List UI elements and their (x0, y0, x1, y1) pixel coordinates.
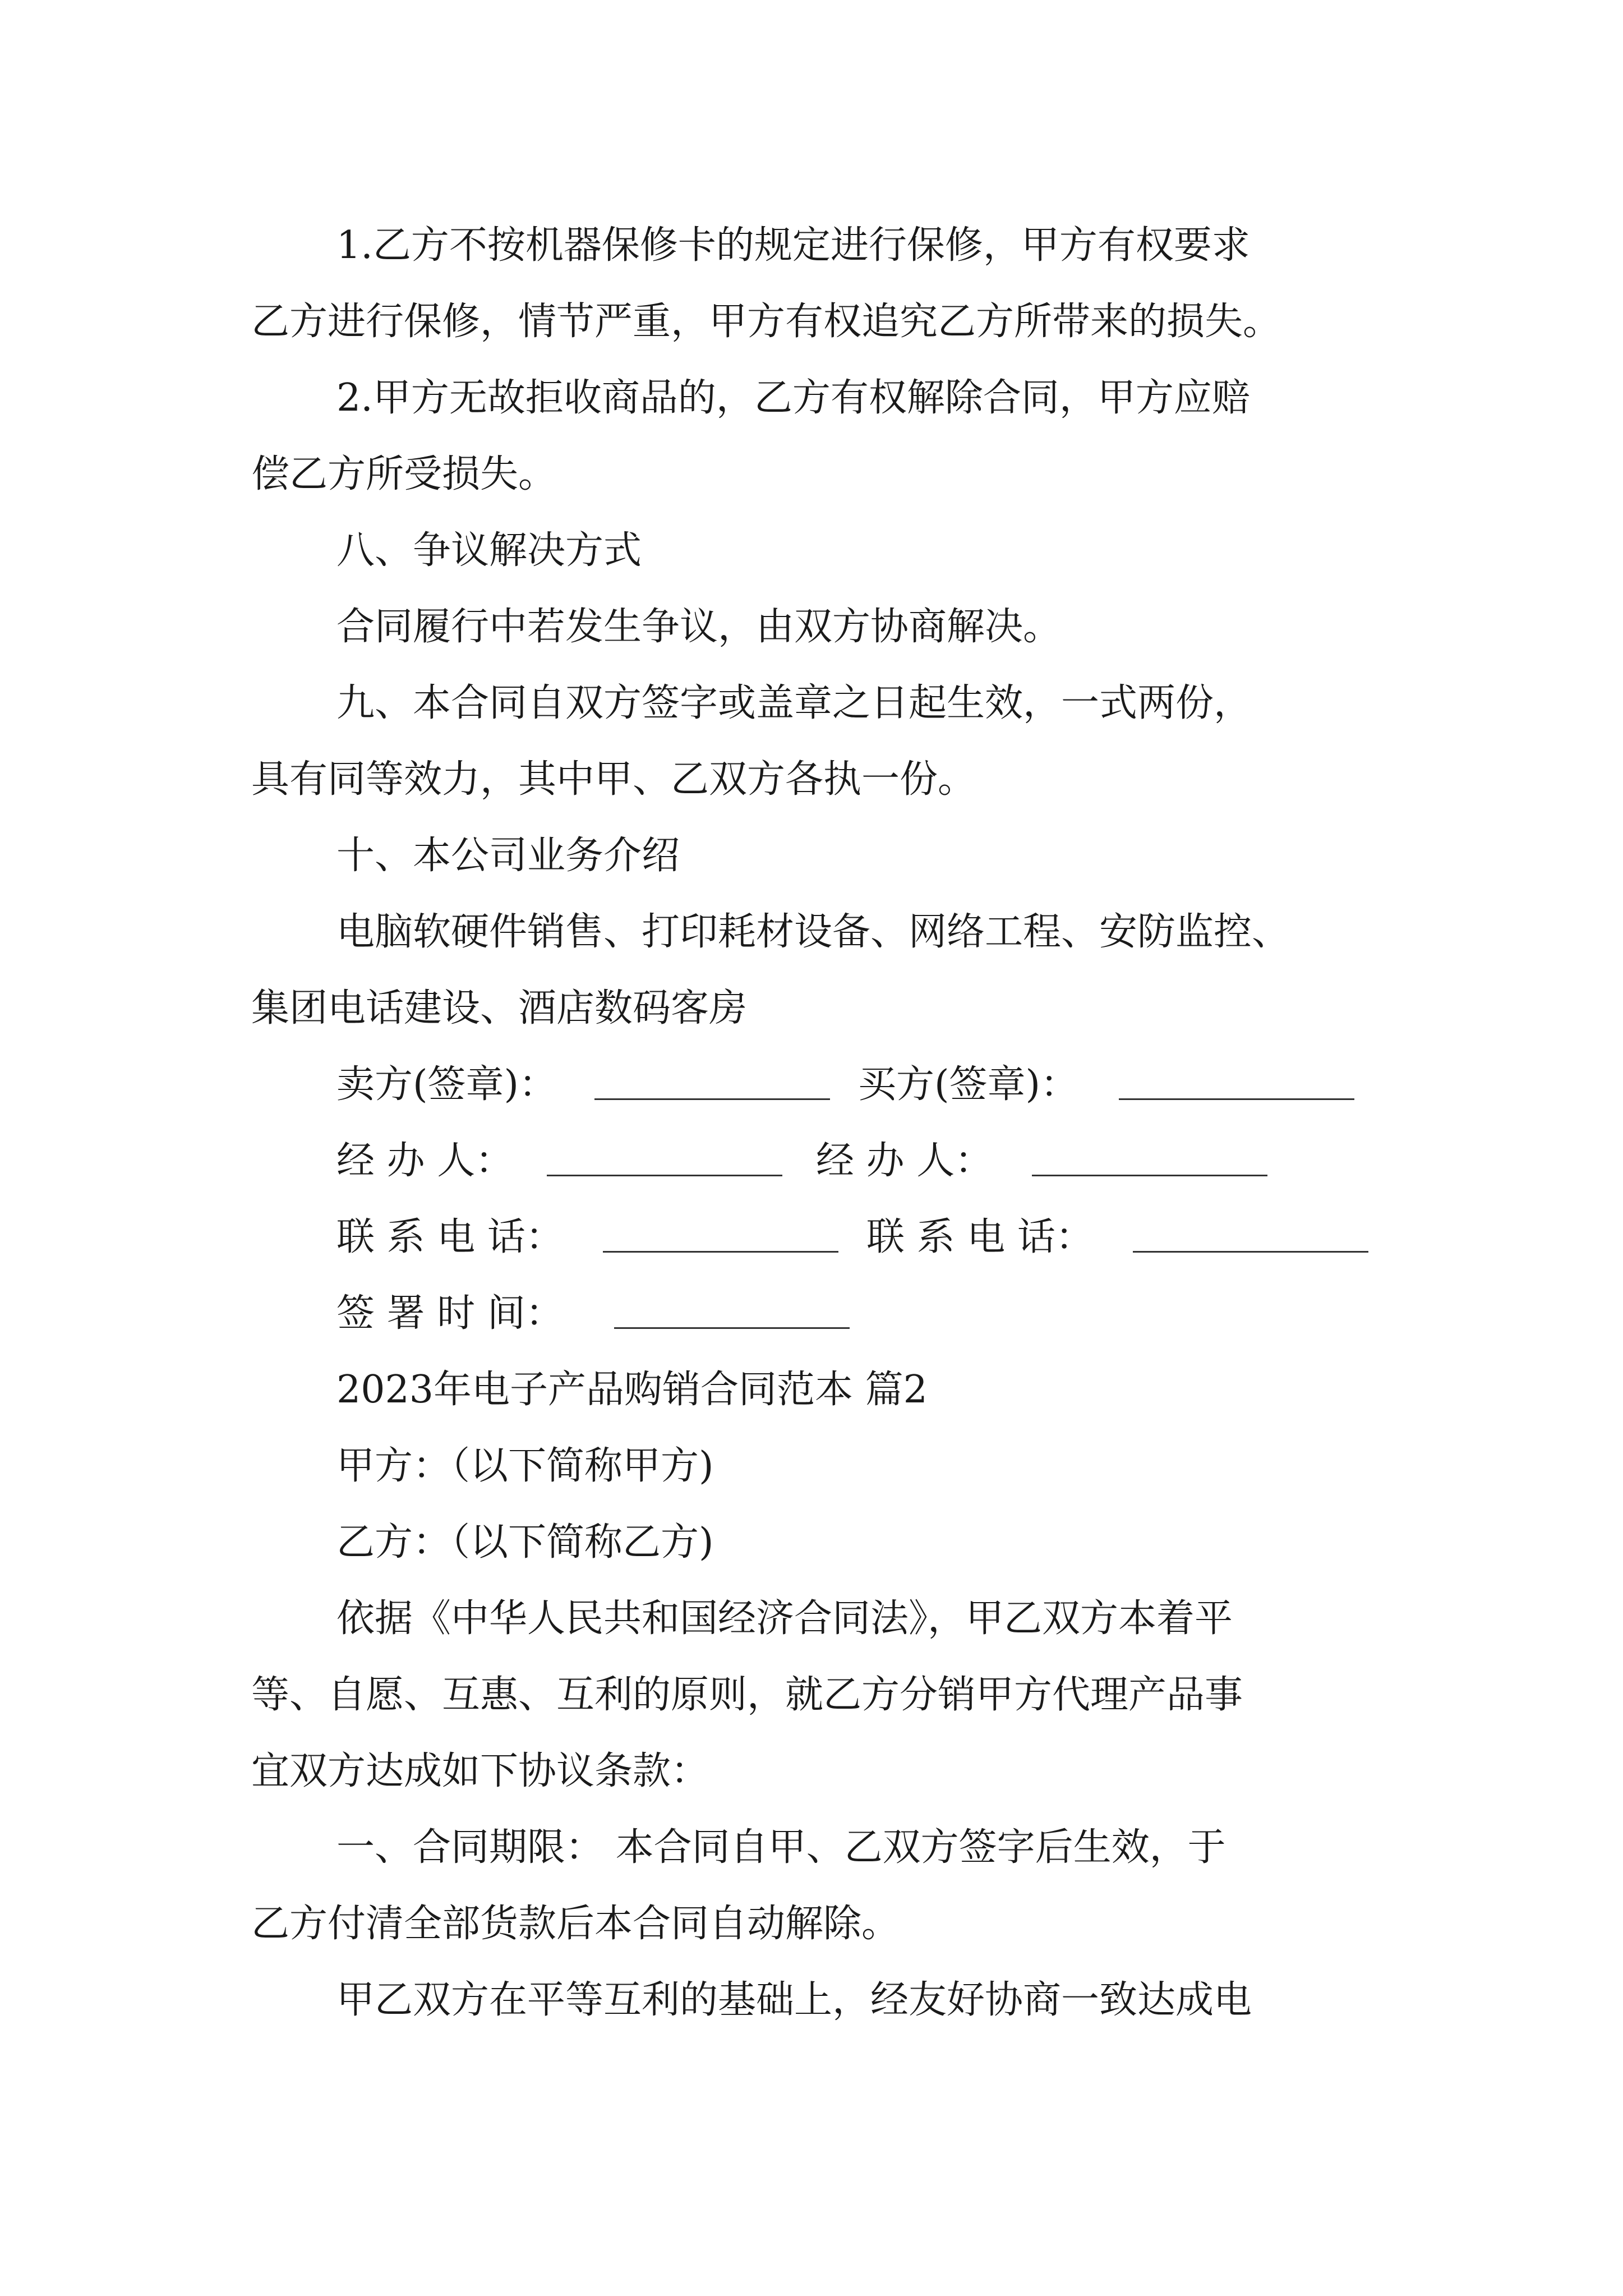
paragraph-line: 偿乙方所受损失。 (251, 452, 557, 496)
paragraph-line: 2.甲方无故拒收商品的，乙方有权解除合同，甲方应赔 (336, 376, 1250, 420)
seller-phone-label: 联 系 电 话： (336, 1215, 564, 1259)
buyer-handler-blank (1032, 1175, 1267, 1176)
buyer-handler-label: 经 办 人： (816, 1139, 993, 1183)
paragraph-line: 1.乙方不按机器保修卡的规定进行保修，甲方有权要求 (336, 223, 1250, 268)
signature-row-date (336, 1276, 1458, 1352)
seller-signature-label: 卖方(签章)： (336, 1062, 557, 1107)
paragraph-line: 集团电话建设、酒店数码客房 (251, 986, 748, 1030)
seller-handler-blank (547, 1175, 782, 1176)
seller-handler-label: 经 办 人： (336, 1139, 514, 1183)
buyer-signature-blank (1119, 1098, 1354, 1100)
paragraph-line: 甲乙双方在平等互利的基础上，经友好协商一致达成电 (336, 1978, 1252, 2022)
section-heading: 十、本公司业务介绍 (336, 834, 680, 878)
party-a-line: 甲方：（以下简称甲方) (336, 1444, 714, 1488)
signature-row-phone (336, 1199, 1458, 1276)
paragraph-line: 具有同等效力，其中甲、乙双方各执一份。 (251, 757, 976, 802)
buyer-phone-blank (1133, 1251, 1368, 1253)
paragraph-line: 乙方进行保修，情节严重，甲方有权追究乙方所带来的损失。 (251, 300, 1281, 344)
buyer-phone-label: 联 系 电 话： (866, 1215, 1094, 1259)
paragraph-line: 合同履行中若发生争议，由双方协商解决。 (336, 605, 1062, 649)
paragraph-line: 九、本合同自双方签字或盖章之日起生效，一式两份， (336, 681, 1252, 725)
paragraph-line: 乙方付清全部货款后本合同自动解除。 (251, 1902, 900, 1946)
paragraph-line: 电脑软硬件销售、打印耗材设备、网络工程、安防监控、 (336, 910, 1290, 954)
paragraph-line: 等、自愿、互惠、互利的原则，就乙方分销甲方代理产品事 (251, 1673, 1243, 1717)
signing-date-blank (614, 1327, 850, 1329)
party-b-line: 乙方：（以下简称乙方) (336, 1520, 714, 1565)
signing-date-label: 签 署 时 间： (336, 1291, 564, 1336)
buyer-signature-label: 买方(签章)： (858, 1062, 1079, 1107)
paragraph-line: 宜双方达成如下协议条款： (251, 1749, 709, 1793)
paragraph-line: 依据《中华人民共和国经济合同法》，甲乙双方本着平 (336, 1596, 1233, 1641)
section-title: 2023年电子产品购销合同范本 篇2 (336, 1368, 928, 1412)
paragraph-line: 一、合同期限： 本合同自甲、乙双方签字后生效，于 (336, 1825, 1226, 1870)
seller-signature-blank (594, 1098, 830, 1100)
signature-row-handler (336, 1123, 1458, 1199)
section-heading: 八、争议解决方式 (336, 528, 642, 573)
seller-phone-blank (603, 1251, 838, 1253)
signature-row-seller-buyer (336, 1047, 1458, 1123)
